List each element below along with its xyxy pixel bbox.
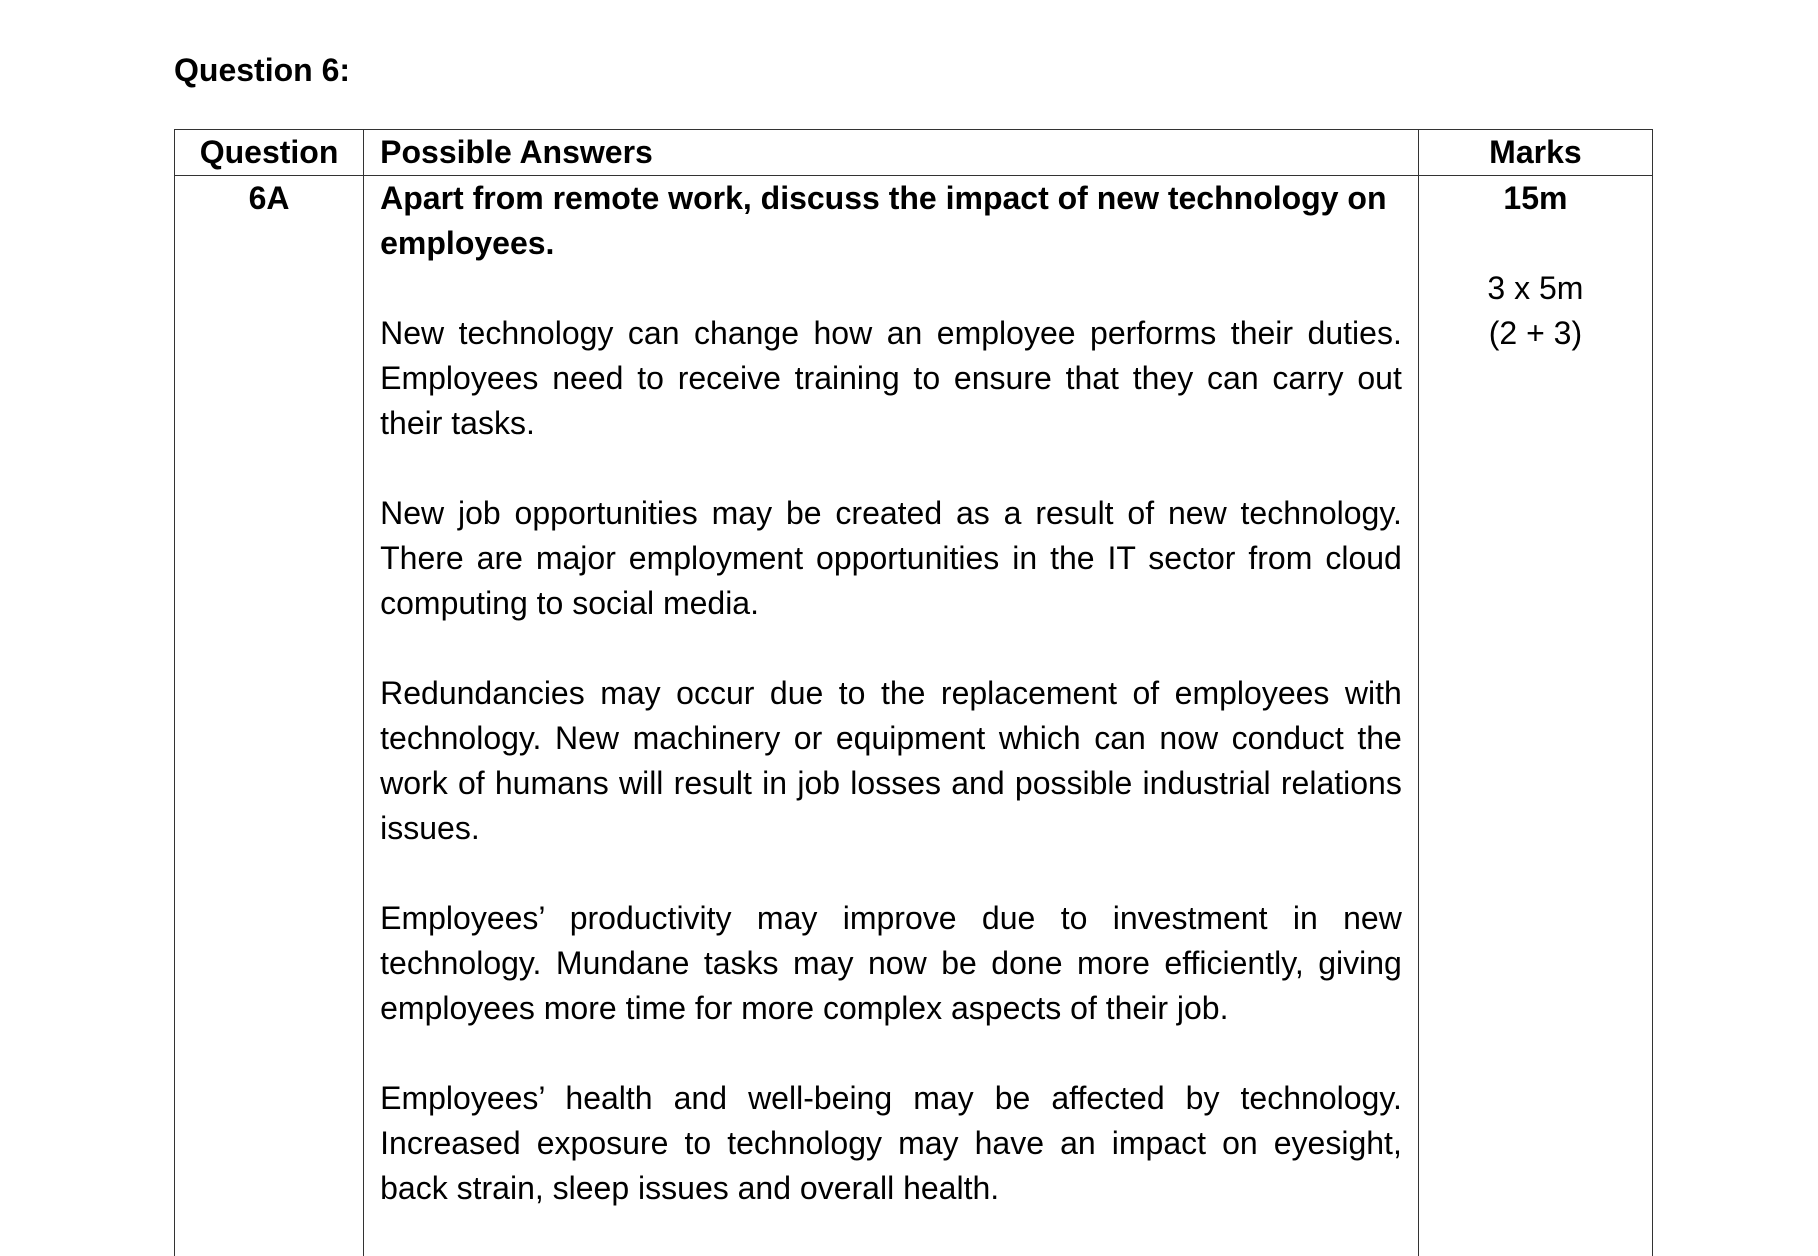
column-header-question: Question bbox=[175, 130, 364, 176]
question-id: 6A bbox=[249, 180, 290, 216]
marking-scheme-table bbox=[174, 129, 1653, 1256]
marks-breakdown: 3 x 5m bbox=[1419, 266, 1652, 311]
answer-point-job-opportunities: New job opportunities may be created as a result of new technology. There are major employment opportunities in the IT sector from cloud computing to social media. bbox=[380, 491, 1402, 626]
marks-split: (2 + 3) bbox=[1419, 311, 1652, 356]
table-header-row bbox=[175, 130, 1653, 176]
answer-point-redundancies: Redundancies may occur due to the replacement of employees with technology. New machinery or equipment which can now conduct the work of humans will result in job losses and possible industrial relations issues. bbox=[380, 671, 1402, 851]
column-header-marks: Marks bbox=[1418, 130, 1652, 176]
page-title: Question 6: bbox=[174, 48, 350, 92]
question-prompt: Apart from remote work, discuss the impact of new technology on employees. bbox=[380, 176, 1402, 266]
possible-answers-cell bbox=[364, 176, 1419, 1256]
marks-total: 15m bbox=[1419, 176, 1652, 221]
answer-point-training: New technology can change how an employee performs their duties. Employees need to receive training to ensure that they can carry out their tasks. bbox=[380, 311, 1402, 446]
table-row bbox=[175, 176, 1653, 1256]
question-id-cell bbox=[175, 176, 364, 1256]
marks-cell bbox=[1418, 176, 1652, 1256]
answer-point-health: Employees’ health and well-being may be affected by technology. Increased exposure to technology may have an impact on eyesight, back strain, sleep issues and overall health. bbox=[380, 1076, 1402, 1211]
column-header-possible-answers: Possible Answers bbox=[364, 130, 1419, 176]
answer-point-productivity: Employees’ productivity may improve due to investment in new technology. Mundane tasks may now be done more efficiently, giving employees more time for more complex aspects of their job. bbox=[380, 896, 1402, 1031]
